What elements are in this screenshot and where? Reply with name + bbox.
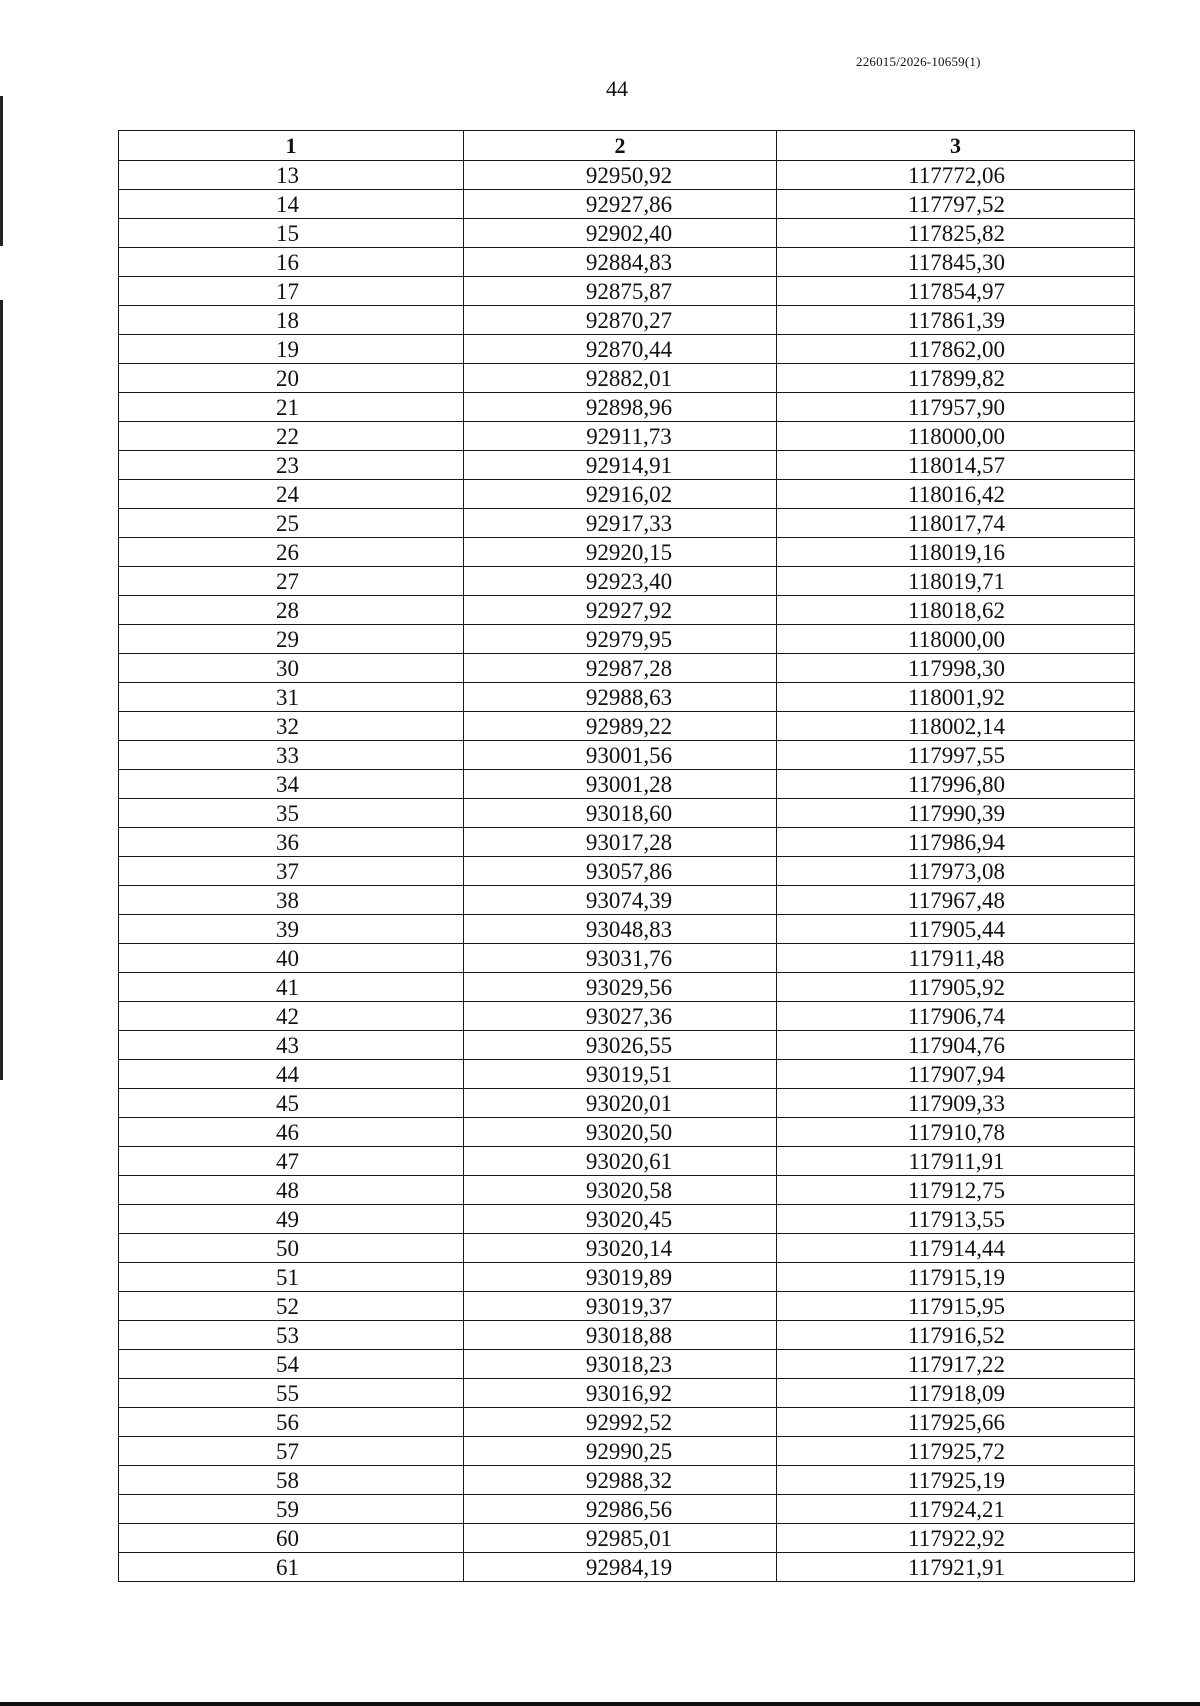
coordinate-x-cell: 93001,28 <box>464 770 777 799</box>
coordinate-x-cell: 93019,89 <box>464 1263 777 1292</box>
point-number-cell: 28 <box>119 596 464 625</box>
point-number-cell: 21 <box>119 393 464 422</box>
table-row <box>119 1466 1135 1495</box>
coordinate-x-cell: 93020,58 <box>464 1176 777 1205</box>
table-row <box>119 161 1135 190</box>
scan-bottom-edge <box>0 1702 1200 1706</box>
point-number-cell: 23 <box>119 451 464 480</box>
coordinate-y-cell: 117911,48 <box>777 944 1135 973</box>
table-row <box>119 248 1135 277</box>
coordinate-y-cell: 118014,57 <box>777 451 1135 480</box>
coordinate-x-cell: 93019,37 <box>464 1292 777 1321</box>
coordinate-y-cell: 117854,97 <box>777 277 1135 306</box>
scan-edge-mark <box>0 96 3 246</box>
coordinate-x-cell: 93027,36 <box>464 1002 777 1031</box>
coordinate-x-cell: 93048,83 <box>464 915 777 944</box>
table-body <box>119 161 1135 1582</box>
table-row <box>119 828 1135 857</box>
table-row <box>119 944 1135 973</box>
coordinate-x-cell: 92920,15 <box>464 538 777 567</box>
coordinate-x-cell: 92917,33 <box>464 509 777 538</box>
coordinate-x-cell: 93031,76 <box>464 944 777 973</box>
table-row <box>119 1234 1135 1263</box>
point-number-cell: 29 <box>119 625 464 654</box>
coordinate-x-cell: 93020,61 <box>464 1147 777 1176</box>
point-number-cell: 24 <box>119 480 464 509</box>
coordinate-y-cell: 117915,95 <box>777 1292 1135 1321</box>
point-number-cell: 14 <box>119 190 464 219</box>
point-number-cell: 52 <box>119 1292 464 1321</box>
coordinate-y-cell: 117905,44 <box>777 915 1135 944</box>
column-header-2: 2 <box>464 131 777 161</box>
table-row <box>119 1350 1135 1379</box>
point-number-cell: 32 <box>119 712 464 741</box>
coordinate-y-cell: 117825,82 <box>777 219 1135 248</box>
point-number-cell: 59 <box>119 1495 464 1524</box>
table-row <box>119 625 1135 654</box>
coordinate-y-cell: 117957,90 <box>777 393 1135 422</box>
coordinate-y-cell: 117921,91 <box>777 1553 1135 1582</box>
coordinate-x-cell: 93001,56 <box>464 741 777 770</box>
coordinate-x-cell: 93020,50 <box>464 1118 777 1147</box>
coordinate-y-cell: 117973,08 <box>777 857 1135 886</box>
coordinate-y-cell: 117772,06 <box>777 161 1135 190</box>
point-number-cell: 51 <box>119 1263 464 1292</box>
table-row <box>119 1002 1135 1031</box>
coordinate-y-cell: 118017,74 <box>777 509 1135 538</box>
coordinate-y-cell: 117917,22 <box>777 1350 1135 1379</box>
coordinate-y-cell: 117918,09 <box>777 1379 1135 1408</box>
coordinate-y-cell: 117905,92 <box>777 973 1135 1002</box>
coordinate-x-cell: 92923,40 <box>464 567 777 596</box>
table-row <box>119 683 1135 712</box>
coordinate-y-cell: 117907,94 <box>777 1060 1135 1089</box>
coordinate-y-cell: 117906,74 <box>777 1002 1135 1031</box>
table-row <box>119 480 1135 509</box>
table-row <box>119 915 1135 944</box>
point-number-cell: 55 <box>119 1379 464 1408</box>
table-row <box>119 1321 1135 1350</box>
coordinate-x-cell: 92984,19 <box>464 1553 777 1582</box>
point-number-cell: 34 <box>119 770 464 799</box>
coordinate-y-cell: 117924,21 <box>777 1495 1135 1524</box>
table-row <box>119 1147 1135 1176</box>
coordinate-y-cell: 118002,14 <box>777 712 1135 741</box>
table-row <box>119 1379 1135 1408</box>
coordinate-x-cell: 92986,56 <box>464 1495 777 1524</box>
table-row <box>119 1060 1135 1089</box>
table-row <box>119 857 1135 886</box>
point-number-cell: 25 <box>119 509 464 538</box>
coordinate-y-cell: 118019,71 <box>777 567 1135 596</box>
point-number-cell: 16 <box>119 248 464 277</box>
table-row <box>119 1205 1135 1234</box>
point-number-cell: 36 <box>119 828 464 857</box>
coordinate-y-cell: 117845,30 <box>777 248 1135 277</box>
coordinate-x-cell: 92914,91 <box>464 451 777 480</box>
table-row <box>119 741 1135 770</box>
table-row <box>119 973 1135 1002</box>
coordinate-y-cell: 117997,55 <box>777 741 1135 770</box>
coordinate-x-cell: 93016,92 <box>464 1379 777 1408</box>
table-row <box>119 1118 1135 1147</box>
coordinate-y-cell: 118018,62 <box>777 596 1135 625</box>
point-number-cell: 41 <box>119 973 464 1002</box>
coordinate-y-cell: 117925,19 <box>777 1466 1135 1495</box>
table-row <box>119 306 1135 335</box>
coordinate-x-cell: 93020,01 <box>464 1089 777 1118</box>
coordinate-y-cell: 117914,44 <box>777 1234 1135 1263</box>
document-id: 226015/2026-10659(1) <box>856 54 981 69</box>
point-number-cell: 46 <box>119 1118 464 1147</box>
point-number-cell: 53 <box>119 1321 464 1350</box>
table-row <box>119 1553 1135 1582</box>
point-number-cell: 56 <box>119 1408 464 1437</box>
point-number-cell: 61 <box>119 1553 464 1582</box>
coordinate-y-cell: 117998,30 <box>777 654 1135 683</box>
table-row <box>119 1031 1135 1060</box>
coordinate-y-cell: 117922,92 <box>777 1524 1135 1553</box>
coordinate-y-cell: 117967,48 <box>777 886 1135 915</box>
point-number-cell: 27 <box>119 567 464 596</box>
point-number-cell: 30 <box>119 654 464 683</box>
coordinate-x-cell: 92950,92 <box>464 161 777 190</box>
point-number-cell: 57 <box>119 1437 464 1466</box>
point-number-cell: 13 <box>119 161 464 190</box>
table-header <box>119 131 1135 161</box>
point-number-cell: 15 <box>119 219 464 248</box>
coordinate-x-cell: 93018,88 <box>464 1321 777 1350</box>
coordinate-y-cell: 117925,72 <box>777 1437 1135 1466</box>
coordinate-x-cell: 92898,96 <box>464 393 777 422</box>
coordinate-y-cell: 117797,52 <box>777 190 1135 219</box>
coordinate-x-cell: 92916,02 <box>464 480 777 509</box>
table-row <box>119 654 1135 683</box>
point-number-cell: 38 <box>119 886 464 915</box>
point-number-cell: 20 <box>119 364 464 393</box>
table-row <box>119 1263 1135 1292</box>
coordinate-y-cell: 118000,00 <box>777 422 1135 451</box>
coordinate-y-cell: 117916,52 <box>777 1321 1135 1350</box>
coordinate-x-cell: 92927,86 <box>464 190 777 219</box>
point-number-cell: 47 <box>119 1147 464 1176</box>
table-row <box>119 538 1135 567</box>
coordinate-y-cell: 117986,94 <box>777 828 1135 857</box>
coordinate-x-cell: 93074,39 <box>464 886 777 915</box>
table-row <box>119 190 1135 219</box>
table-row <box>119 1524 1135 1553</box>
point-number-cell: 18 <box>119 306 464 335</box>
coordinate-x-cell: 93057,86 <box>464 857 777 886</box>
coordinate-x-cell: 92875,87 <box>464 277 777 306</box>
table-row <box>119 219 1135 248</box>
coordinate-x-cell: 92911,73 <box>464 422 777 451</box>
coordinate-y-cell: 117912,75 <box>777 1176 1135 1205</box>
table-row <box>119 770 1135 799</box>
coordinate-x-cell: 93020,45 <box>464 1205 777 1234</box>
table-row <box>119 1176 1135 1205</box>
coordinate-y-cell: 117925,66 <box>777 1408 1135 1437</box>
coordinate-y-cell: 117990,39 <box>777 799 1135 828</box>
coordinate-x-cell: 92989,22 <box>464 712 777 741</box>
point-number-cell: 49 <box>119 1205 464 1234</box>
point-number-cell: 35 <box>119 799 464 828</box>
coordinate-x-cell: 93019,51 <box>464 1060 777 1089</box>
coordinate-x-cell: 92987,28 <box>464 654 777 683</box>
table-row <box>119 567 1135 596</box>
coordinate-x-cell: 92927,92 <box>464 596 777 625</box>
table-row <box>119 364 1135 393</box>
coordinate-x-cell: 92992,52 <box>464 1408 777 1437</box>
table-row <box>119 1089 1135 1118</box>
point-number-cell: 42 <box>119 1002 464 1031</box>
coordinate-x-cell: 93020,14 <box>464 1234 777 1263</box>
coordinate-x-cell: 93029,56 <box>464 973 777 1002</box>
table-row <box>119 799 1135 828</box>
coordinate-x-cell: 93018,23 <box>464 1350 777 1379</box>
point-number-cell: 26 <box>119 538 464 567</box>
coordinate-x-cell: 93026,55 <box>464 1031 777 1060</box>
point-number-cell: 54 <box>119 1350 464 1379</box>
table-row <box>119 393 1135 422</box>
point-number-cell: 22 <box>119 422 464 451</box>
coordinate-y-cell: 118016,42 <box>777 480 1135 509</box>
point-number-cell: 19 <box>119 335 464 364</box>
coordinate-x-cell: 92884,83 <box>464 248 777 277</box>
table-row <box>119 1292 1135 1321</box>
table-row <box>119 712 1135 741</box>
coordinate-y-cell: 118001,92 <box>777 683 1135 712</box>
table-row <box>119 886 1135 915</box>
point-number-cell: 50 <box>119 1234 464 1263</box>
page-number: 44 <box>606 76 628 101</box>
column-header-1: 1 <box>119 131 464 161</box>
coordinate-y-cell: 117899,82 <box>777 364 1135 393</box>
point-number-cell: 37 <box>119 857 464 886</box>
table-row <box>119 451 1135 480</box>
coordinate-x-cell: 92902,40 <box>464 219 777 248</box>
coordinate-x-cell: 93017,28 <box>464 828 777 857</box>
coordinate-x-cell: 92870,27 <box>464 306 777 335</box>
table-row <box>119 509 1135 538</box>
coordinate-x-cell: 92979,95 <box>464 625 777 654</box>
coordinate-y-cell: 117910,78 <box>777 1118 1135 1147</box>
table-row <box>119 335 1135 364</box>
coordinate-y-cell: 117862,00 <box>777 335 1135 364</box>
point-number-cell: 43 <box>119 1031 464 1060</box>
coordinate-y-cell: 117904,76 <box>777 1031 1135 1060</box>
point-number-cell: 39 <box>119 915 464 944</box>
point-number-cell: 58 <box>119 1466 464 1495</box>
coordinate-y-cell: 118019,16 <box>777 538 1135 567</box>
coordinates-table <box>118 130 1135 1582</box>
point-number-cell: 40 <box>119 944 464 973</box>
coordinate-y-cell: 117909,33 <box>777 1089 1135 1118</box>
point-number-cell: 48 <box>119 1176 464 1205</box>
point-number-cell: 60 <box>119 1524 464 1553</box>
coordinate-x-cell: 92870,44 <box>464 335 777 364</box>
coordinate-x-cell: 93018,60 <box>464 799 777 828</box>
point-number-cell: 17 <box>119 277 464 306</box>
point-number-cell: 44 <box>119 1060 464 1089</box>
coordinate-x-cell: 92988,32 <box>464 1466 777 1495</box>
coordinate-x-cell: 92988,63 <box>464 683 777 712</box>
coordinate-y-cell: 117996,80 <box>777 770 1135 799</box>
coordinate-y-cell: 117911,91 <box>777 1147 1135 1176</box>
column-header-3: 3 <box>777 131 1135 161</box>
table-row <box>119 1495 1135 1524</box>
table-row <box>119 1408 1135 1437</box>
point-number-cell: 45 <box>119 1089 464 1118</box>
table-row <box>119 1437 1135 1466</box>
coordinate-y-cell: 117915,19 <box>777 1263 1135 1292</box>
point-number-cell: 31 <box>119 683 464 712</box>
scan-edge-mark <box>0 300 3 1080</box>
coordinate-x-cell: 92882,01 <box>464 364 777 393</box>
coordinate-y-cell: 117861,39 <box>777 306 1135 335</box>
table-row <box>119 422 1135 451</box>
header-row <box>119 131 1135 161</box>
point-number-cell: 33 <box>119 741 464 770</box>
coordinate-x-cell: 92990,25 <box>464 1437 777 1466</box>
coordinate-y-cell: 117913,55 <box>777 1205 1135 1234</box>
table-row <box>119 596 1135 625</box>
coordinate-y-cell: 118000,00 <box>777 625 1135 654</box>
table-row <box>119 277 1135 306</box>
coordinate-x-cell: 92985,01 <box>464 1524 777 1553</box>
